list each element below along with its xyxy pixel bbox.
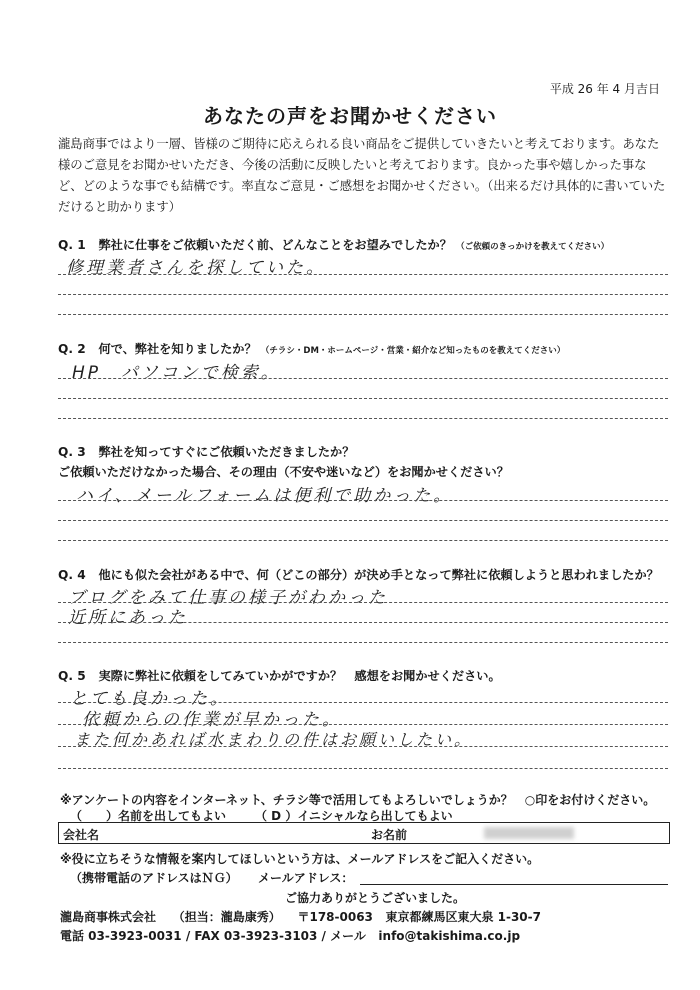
redacted-name (484, 827, 574, 839)
question-5-text: 実際に弊社に依頼をしてみていかがですか？ 感想をお聞かせください。 (98, 669, 501, 683)
answer-line (58, 642, 668, 643)
phone-fax: 電話 03-3923-0031 / FAX 03-3923-3103 / メール (60, 929, 366, 943)
answer-4-line-2: 近所にあった (68, 608, 188, 628)
email-underline[interactable] (360, 884, 668, 885)
consent-option-initials[interactable]: （ D ）イニシャルなら出してもよい (255, 809, 453, 823)
name-label: お名前 (371, 828, 408, 842)
email-label: メールアドレス： (258, 871, 354, 885)
page-title: あなたの声をお聞かせください (203, 104, 497, 128)
company-name: 瀧島商事株式会社 (60, 910, 157, 924)
answer-line (58, 768, 668, 769)
question-2 (58, 340, 565, 357)
mobile-note: （携帯電話のアドレスはＮＧ） (70, 871, 238, 885)
contact-person: （担当：瀧島康秀） (172, 910, 281, 924)
consent-option-name[interactable]: （ ）名前を出してもよい (70, 809, 227, 823)
intro-paragraph: 瀧島商事ではより一層、皆様のご期待に応えられる良い商品をご提供していきたいと考えております。あなた様のご意見をお聞かせいただき、今後の活動に反映したいと考えております。良かった事や嬉しかった事など、どのような事でも結構です。率直なご意見・ご感想をお聞かせください。（出来るだけ具体的に書いていただけると助かります） (58, 136, 666, 214)
postal-code: 〒178-0063 (297, 910, 373, 924)
answer-2: HP パソコンで検索。 (72, 363, 281, 383)
question-2-text: 何で、弊社を知りましたか？ (98, 342, 257, 356)
answer-5-line-2: 依頼からの作業が早かった。 (82, 710, 342, 730)
address: 東京都練馬区東大泉 1-30-7 (385, 910, 541, 924)
answer-line (58, 622, 668, 623)
answer-line (58, 540, 668, 541)
info-request: ※役に立ちそうな情報を案内してほしいという方は、メールアドレスをご記入ください。 (60, 852, 540, 866)
question-2-number: Q. 2 (58, 342, 86, 356)
answer-1: 修理業者さんを探していた。 (66, 258, 326, 278)
answer-3: ハイ、メールフォームは便利で助かった。 (76, 486, 454, 506)
answer-line (58, 724, 668, 725)
question-4 (58, 566, 659, 583)
answer-line (58, 378, 668, 379)
question-5-number: Q. 5 (58, 669, 86, 683)
thanks-text: ご協力ありがとうございました。 (285, 891, 466, 905)
question-3 (58, 443, 354, 460)
question-3-text: 弊社を知ってすぐにご依頼いただきましたか？ (98, 445, 355, 459)
answer-5-line-3: また何かあれば水まわりの件はお願いしたい。 (74, 730, 474, 749)
answer-line (58, 294, 668, 295)
footer-line-2 (60, 927, 520, 944)
question-5 (58, 667, 501, 684)
answer-line (58, 746, 668, 747)
question-2-note: （チラシ・DM・ホームページ・営業・紹介など知ったものを教えてください） (260, 346, 566, 356)
question-1-number: Q. 1 (58, 238, 86, 252)
issue-date: 平成 26 年 4 月吉日 (549, 82, 660, 96)
question-4-text: 他にも似た会社がある中で、何（どこの部分）が決め手となって弊社に依頼しようと思われましたか？ (98, 568, 659, 582)
answer-line (58, 520, 668, 521)
email-address[interactable]: info@takishima.co.jp (378, 929, 521, 943)
answer-line (58, 314, 668, 315)
name-box (58, 822, 670, 844)
question-3-text-2: ご依頼いただけなかった場合、その理由（不安や迷いなど）をお聞かせください？ (58, 465, 509, 479)
answer-line (58, 500, 668, 501)
answer-5-line-1: とても良かった。 (70, 689, 230, 709)
answer-line (58, 418, 668, 419)
consent-question: ※アンケートの内容をインターネット、チラシ等で活用してもよろしいでしょうか？ ○印をお付けください。 (60, 793, 656, 807)
question-1 (58, 236, 609, 253)
answer-4-line-1: ブログをみて仕事の様子がわかった (68, 588, 388, 608)
answer-line (58, 398, 668, 399)
footer-line-1 (60, 908, 541, 925)
question-3-number: Q. 3 (58, 445, 86, 459)
answer-line (58, 274, 668, 275)
question-1-note: （ご依頼のきっかけを教えてください） (456, 242, 610, 252)
company-label: 会社名 (63, 828, 100, 842)
question-1-text: 弊社に仕事をご依頼いただく前、どんなことをお望みでしたか？ (98, 238, 452, 252)
answer-line (58, 702, 668, 703)
question-4-number: Q. 4 (58, 568, 86, 582)
